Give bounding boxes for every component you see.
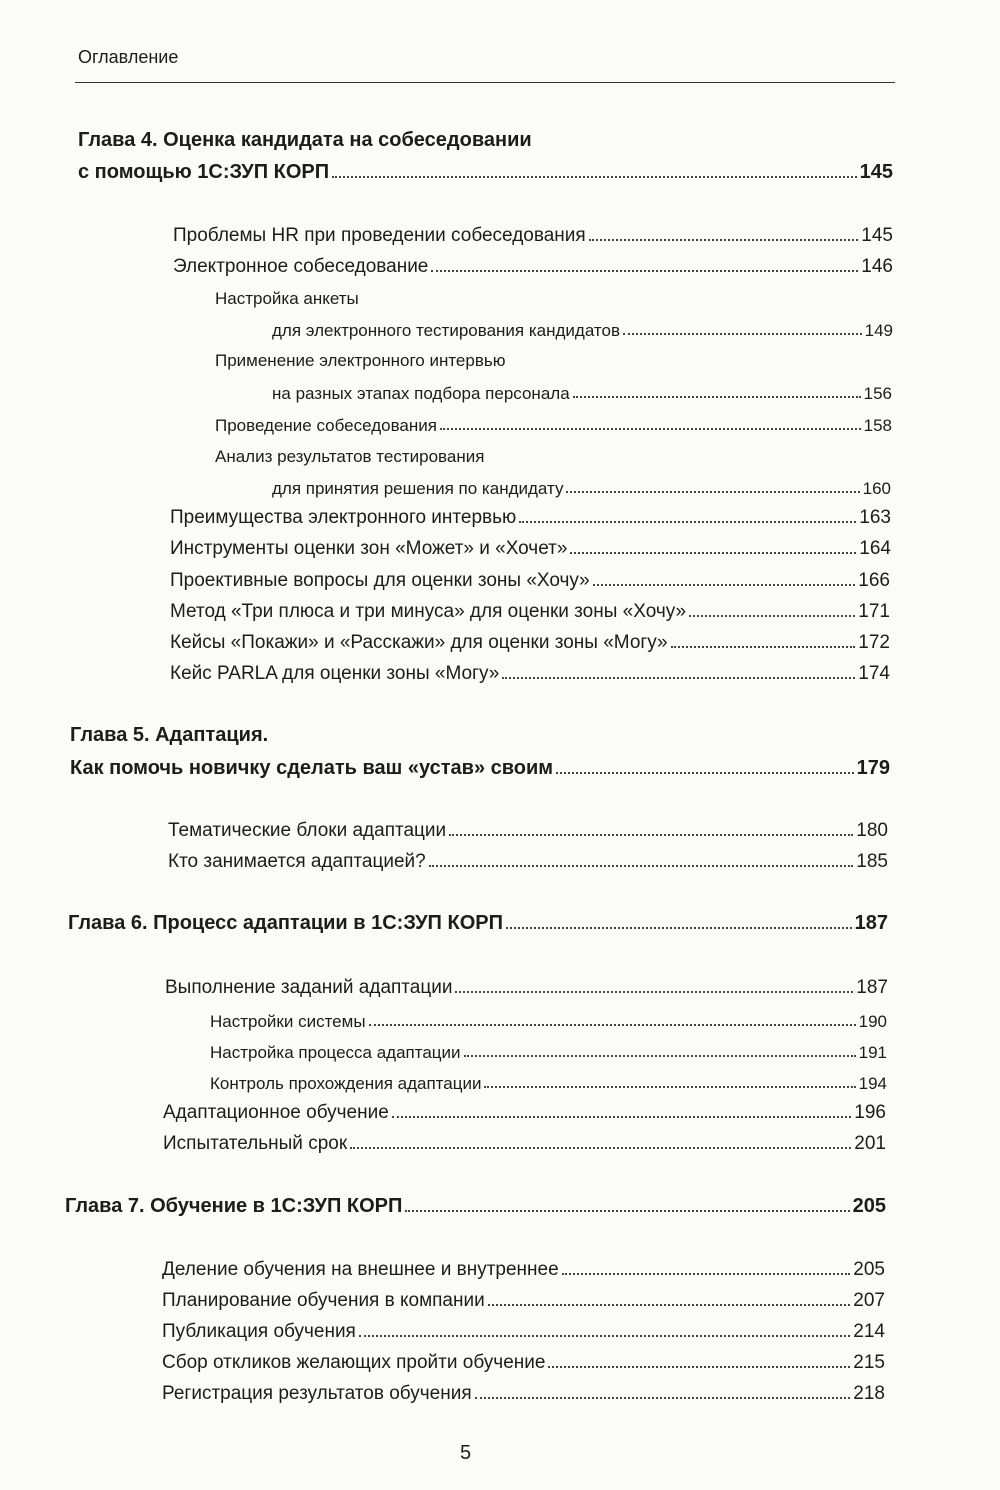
toc-entry-page: 172 <box>858 632 890 653</box>
dot-leader <box>506 927 852 929</box>
toc-entry-title: Преимущества электронного интервью <box>170 507 517 528</box>
toc-entry <box>173 221 893 247</box>
toc-entry <box>170 503 891 529</box>
toc-entry-title: Как помочь новичку сделать ваш «устав» своим <box>70 757 554 779</box>
dot-leader <box>548 1366 850 1368</box>
toc-entry-page: 179 <box>856 757 890 779</box>
toc-entry <box>163 1098 886 1124</box>
toc-entry <box>272 378 892 404</box>
toc-chapter-entry <box>68 907 888 935</box>
toc-entry <box>170 566 890 592</box>
toc-entry <box>215 283 893 309</box>
toc-entry-page: 215 <box>853 1352 885 1373</box>
toc-entry-page: 185 <box>856 851 888 872</box>
toc-entry-page: 174 <box>858 663 890 684</box>
toc-entry-title: Настройка анкеты <box>215 289 359 308</box>
toc-entry <box>162 1286 885 1312</box>
dot-leader <box>440 428 861 430</box>
toc-entry-page: 146 <box>861 256 893 277</box>
toc-entry <box>210 1006 887 1032</box>
toc-entry-title: Испытательный срок <box>163 1133 348 1154</box>
toc-entry-title: Публикация обучения <box>162 1321 356 1342</box>
dot-leader <box>519 521 856 523</box>
dot-leader <box>671 646 856 648</box>
toc-entry-page: 218 <box>853 1383 885 1404</box>
toc-entry-page: 187 <box>854 912 888 934</box>
toc-entry-page: 214 <box>853 1321 885 1342</box>
toc-entry <box>210 1068 887 1094</box>
dot-leader <box>556 772 854 774</box>
dot-leader <box>484 1086 855 1088</box>
dot-leader <box>455 991 853 993</box>
toc-entry-page: 156 <box>863 384 892 403</box>
dot-leader <box>392 1116 851 1118</box>
toc-chapter-entry <box>78 156 893 184</box>
toc-entry <box>170 534 891 560</box>
dot-leader <box>502 677 855 679</box>
toc-entry-page: 201 <box>854 1133 886 1154</box>
toc-entry <box>272 315 893 341</box>
toc-entry <box>272 473 891 499</box>
toc-entry-title: Метод «Три плюса и три минуса» для оценки зоны «Хочу» <box>170 601 687 622</box>
dot-leader <box>429 865 854 867</box>
toc-chapter-entry <box>65 1190 886 1218</box>
dot-leader <box>689 615 855 617</box>
toc-entry <box>170 659 890 685</box>
toc-entry <box>165 973 888 999</box>
toc-entry-title: Сбор откликов желающих пройти обучение <box>162 1352 546 1373</box>
toc-entry-title: Деление обучения на внешнее и внутреннее <box>162 1259 559 1280</box>
dot-leader <box>573 396 861 398</box>
dot-leader <box>405 1210 849 1212</box>
page-number: 5 <box>460 1442 472 1464</box>
toc-entry-page: 196 <box>854 1102 886 1123</box>
toc-entry-page: 180 <box>856 820 888 841</box>
toc-entry-page: 158 <box>863 416 892 435</box>
toc-entry-title: Планирование обучения в компании <box>162 1290 485 1311</box>
toc-entry-title: Инструменты оценки зон «Может» и «Хочет» <box>170 538 568 559</box>
running-header: Оглавление <box>78 47 179 67</box>
toc-entry-title: Глава 7. Обучение в 1С:ЗУП КОРП <box>65 1195 403 1217</box>
toc-entry-title: Кейс PARLA для оценки зоны «Могу» <box>170 663 500 684</box>
dot-leader <box>623 333 862 335</box>
toc-entry-title: с помощью 1С:ЗУП КОРП <box>78 161 330 183</box>
toc-entry-title: для принятия решения по кандидату <box>272 479 564 498</box>
dot-leader <box>350 1147 851 1149</box>
toc-entry-title: Контроль прохождения адаптации <box>210 1074 482 1093</box>
toc-entry-page: 191 <box>858 1043 887 1062</box>
header-rule <box>75 82 895 83</box>
toc-entry-page: 163 <box>859 507 891 528</box>
toc-entry-page: 190 <box>858 1012 887 1031</box>
toc-entry-title: для электронного тестирования кандидатов <box>272 321 621 340</box>
toc-entry-page: 166 <box>858 570 890 591</box>
toc-entry-page: 145 <box>859 161 893 183</box>
toc-entry-page: 171 <box>858 601 890 622</box>
dot-leader <box>369 1024 856 1026</box>
dot-leader <box>431 270 858 272</box>
dot-leader <box>562 1273 851 1275</box>
toc-entry <box>170 597 890 623</box>
toc-entry <box>168 816 888 842</box>
toc-entry-title: Проведение собеседования <box>215 416 437 435</box>
toc-entry <box>170 628 890 654</box>
toc-entry-title: Адаптационное обучение <box>163 1102 389 1123</box>
toc-entry <box>215 410 892 436</box>
toc-entry-title: Кейсы «Покажи» и «Расскажи» для оценки зоны «Могу» <box>170 632 668 653</box>
toc-entry-title: Электронное собеседование <box>173 256 429 277</box>
dot-leader <box>449 834 853 836</box>
dot-leader <box>488 1304 851 1306</box>
toc-entry-title: Тематические блоки адаптации <box>168 820 447 841</box>
toc-entry-page: 194 <box>858 1074 887 1093</box>
toc-entry-page: 187 <box>856 977 888 998</box>
dot-leader <box>332 176 857 178</box>
dot-leader <box>589 239 859 241</box>
toc-entry <box>210 1037 887 1063</box>
toc-entry-page: 160 <box>862 479 891 498</box>
toc-entry <box>168 847 888 873</box>
toc-entry-title: Выполнение заданий адаптации <box>165 977 453 998</box>
dot-leader <box>566 491 859 493</box>
toc-entry-title: Проблемы HR при проведении собеседования <box>173 225 586 246</box>
toc-entry-page: 149 <box>864 321 893 340</box>
dot-leader <box>475 1397 851 1399</box>
toc-entry <box>215 345 892 371</box>
dot-leader <box>570 552 856 554</box>
toc-entry <box>163 1129 886 1155</box>
toc-entry-title: Настройка процесса адаптации <box>210 1043 461 1062</box>
toc-entry-page: 207 <box>853 1290 885 1311</box>
toc-entry-title: Глава 5. Адаптация. <box>70 724 269 746</box>
toc-entry-title: Глава 4. Оценка кандидата на собеседовании <box>78 129 532 151</box>
dot-leader <box>593 584 856 586</box>
toc-chapter-entry <box>70 752 890 780</box>
toc-entry-title: Анализ результатов тестирования <box>215 447 485 466</box>
toc-entry-title: Применение электронного интервью <box>215 351 506 370</box>
toc-entry-page: 205 <box>852 1195 886 1217</box>
toc-entry-title: Проективные вопросы для оценки зоны «Хочу» <box>170 570 590 591</box>
toc-entry-title: Глава 6. Процесс адаптации в 1С:ЗУП КОРП <box>68 912 503 934</box>
toc-entry-page: 145 <box>861 225 893 246</box>
toc-chapter-entry <box>70 719 890 747</box>
toc-entry-page: 205 <box>853 1259 885 1280</box>
toc-entry-title: на разных этапах подбора персонала <box>272 384 570 403</box>
toc-entry <box>215 441 891 467</box>
toc-entry-title: Кто занимается адаптацией? <box>168 851 426 872</box>
toc-entry <box>162 1317 885 1343</box>
toc-entry-page: 164 <box>859 538 891 559</box>
toc-entry <box>162 1379 885 1405</box>
toc-entry <box>162 1348 885 1374</box>
dot-leader <box>464 1055 856 1057</box>
toc-entry <box>173 252 893 278</box>
dot-leader <box>359 1335 850 1337</box>
toc-entry-title: Регистрация результатов обучения <box>162 1383 472 1404</box>
toc-chapter-entry <box>78 124 893 152</box>
toc-entry-title: Настройки системы <box>210 1012 366 1031</box>
toc-entry <box>162 1255 885 1281</box>
